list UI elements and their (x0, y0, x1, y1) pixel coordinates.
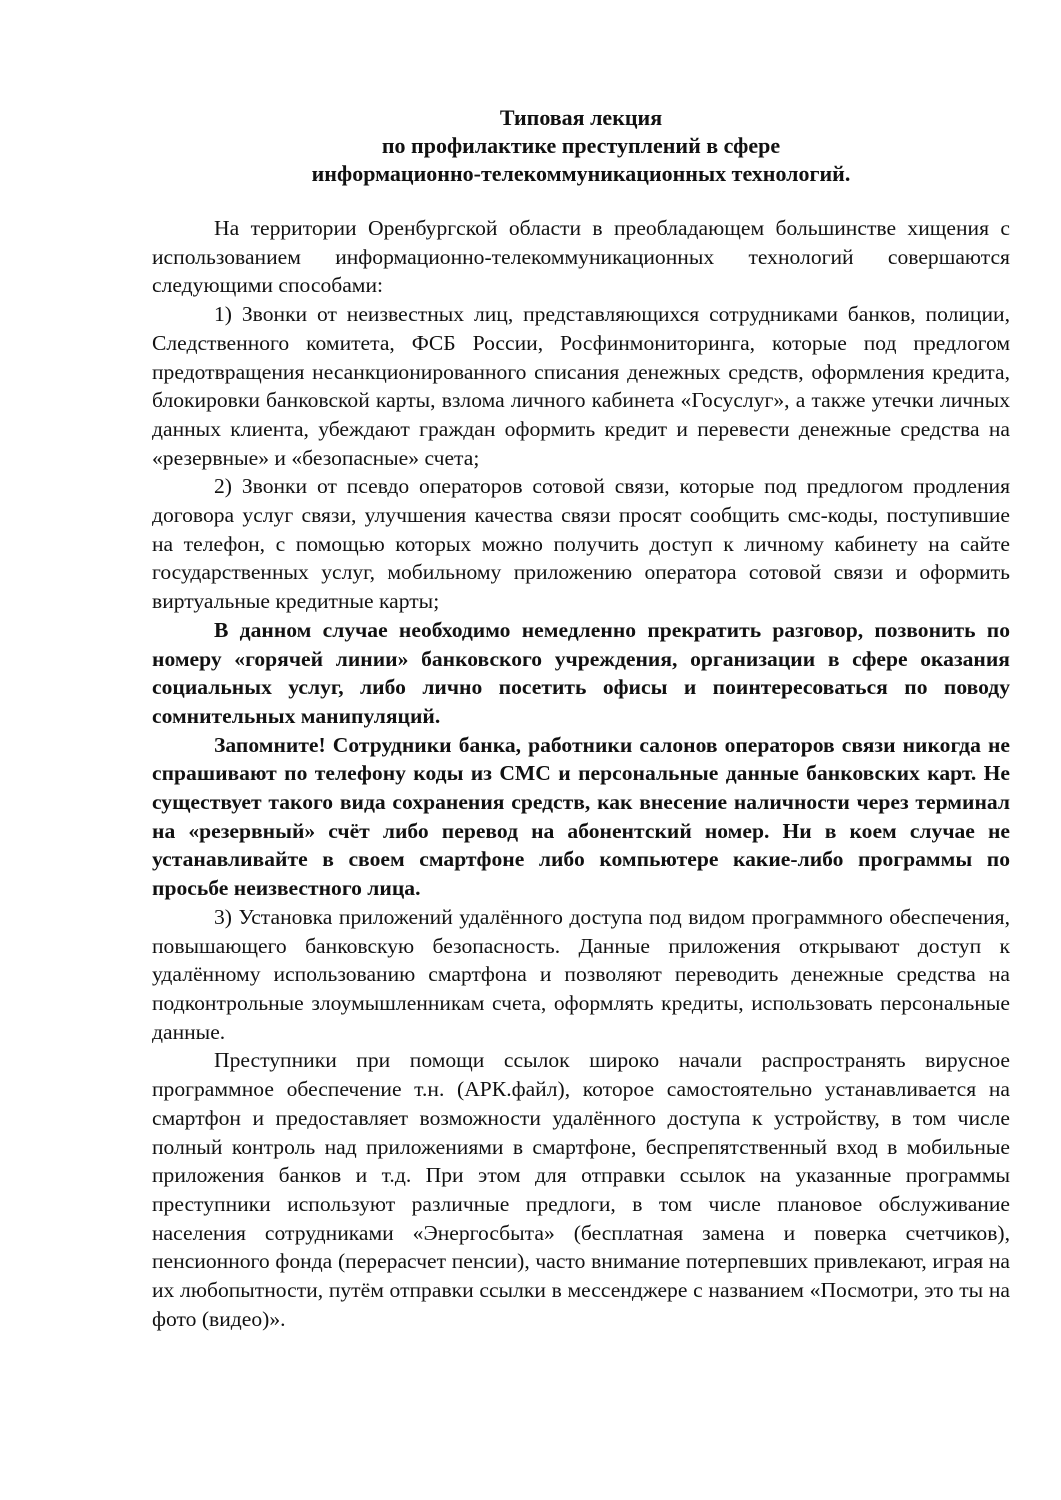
title-line-1: Типовая лекция (499, 105, 663, 130)
document-page (152, 104, 1010, 1333)
paragraph-method-1: 1) Звонки от неизвестных лиц, представляющихся сотрудниками банков, полиции, Следственного комитета, ФСБ России, Росфинмониторинга, которые под предлогом предотвращения несанкционированного списания денежных средств, оформления кредита, блокировки банковской карты, взлома личного кабинета «Госуслуг», а также утечки личных данных клиента, убеждают граждан оформить кредит и перевести денежные средства на «резервные» и «безопасные» счета; (152, 302, 1010, 470)
paragraph-method-2: 2) Звонки от псевдо операторов сотовой связи, которые под предлогом продления договора услуг связи, улучшения качества связи просят сообщить смс-коды, поступившие на телефон, с помощью которых можно получить доступ к личному кабинету на сайте государственных услуг, мобильному приложению оператора сотовой связи и оформить виртуальные кредитные карты; (152, 474, 1010, 614)
paragraph-remember: Запомните! Сотрудники банка, работники салонов операторов связи никогда не спрашивают по телефону коды из СМС и персональные данные банковских карт. Не существует такого вида сохранения средств, как внесение наличности через терминал на «резервный» счёт либо перевод на абонентский номер. Ни в коем случае не устанавливайте в своем смартфоне либо компьютере какие-либо программы по просьбе неизвестного лица. (152, 732, 1010, 901)
title-line-2: по профилактике преступлений в сфере (381, 133, 781, 158)
title-line-3: информационно-телекоммуникационных технологий. (311, 161, 851, 186)
paragraph-malware: Преступники при помощи ссылок широко начали распространять вирусное программное обеспечение т.н. (АРК.файл), которое самостоятельно устанавливается на смартфон и предоставляет возможности удалённого доступа к устройству, в том числе полный контроль над приложениями в смартфоне, беспрепятственный вход в мобильные приложения банков и т.д. При этом для отправки ссылок на указанные программы преступники используют различные предлоги, в том числе плановое обслуживание населения сотрудниками «Энергосбыта» (бесплатная замена и поверка счетчиков), пенсионного фонда (перерасчет пенсии), часто внимание потерпевших привлекают, играя на их любопытности, путём отправки ссылки в мессенджере с названием «Посмотри, это ты на фото (видео)». (152, 1048, 1010, 1331)
paragraph-intro: На территории Оренбургской области в преобладающем большинстве хищения с использованием информационно-телекоммуникационных технологий совершаются следующими способами: (152, 216, 1010, 298)
document-title (152, 104, 1010, 188)
paragraph-method-3: 3) Установка приложений удалённого доступа под видом программного обеспечения, повышающего банковскую безопасность. Данные приложения открывают доступ к удалённому использованию смартфона и позволяют переводить денежные средства на подконтрольные злоумышленникам счета, оформлять кредиты, использовать персональные данные. (152, 904, 1010, 1044)
paragraph-warning: В данном случае необходимо немедленно прекратить разговор, позвонить по номеру «горячей линии» банковского учреждения, организации в сфере оказания социальных услуг, либо лично посетить офисы и поинтересоваться по поводу сомнительных манипуляций. (152, 617, 1010, 728)
